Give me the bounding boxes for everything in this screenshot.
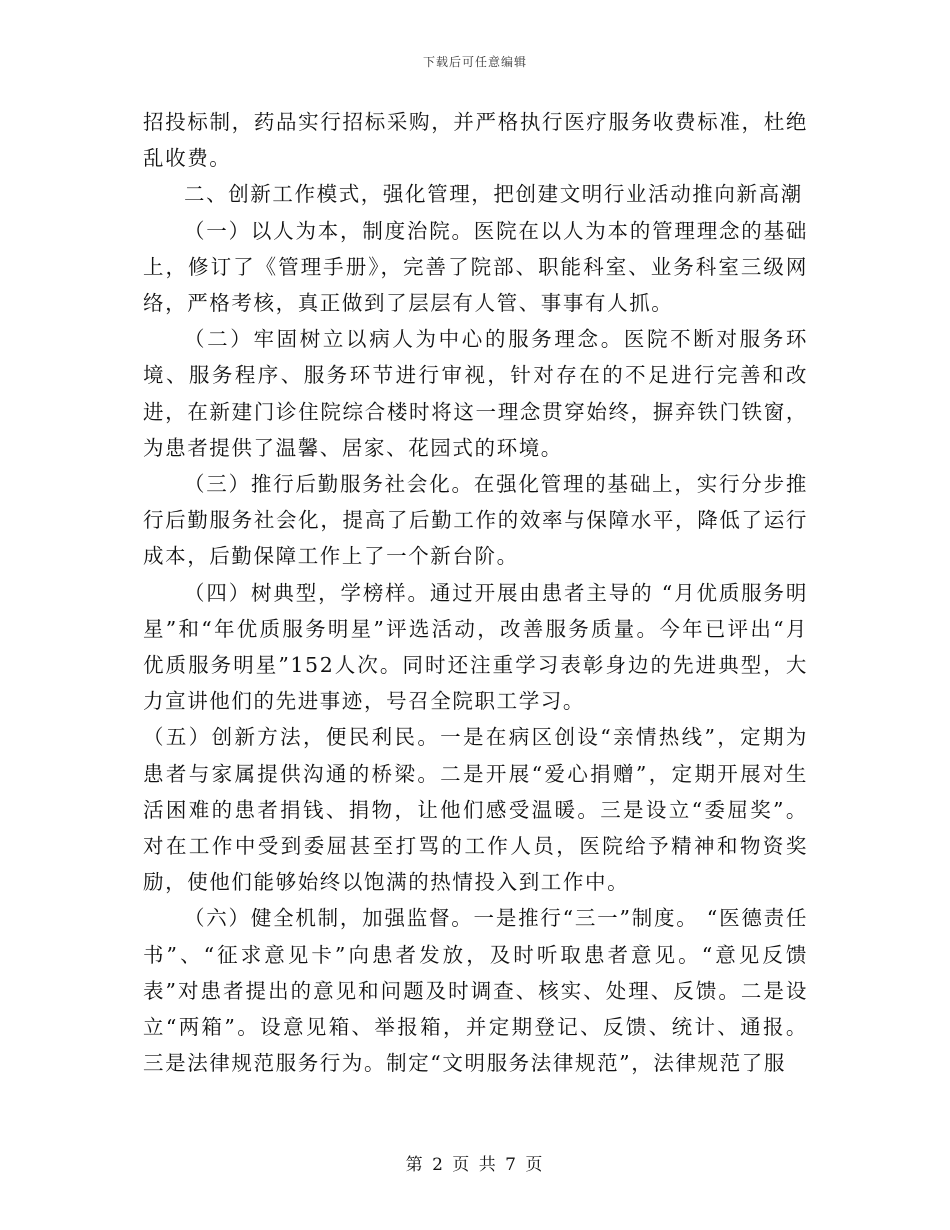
paragraph-2-section-heading: 二、创新工作模式，强化管理，把创建文明行业活动推向新高潮: [184, 182, 803, 207]
paragraph-7: （五）创新方法，便民利民。一是在病区创设“亲情热线”，定期为患者与家属提供沟通的桥梁。二是开展“爱心捐赠”，定期开展对生活困难的患者捐钱、捐物，让他们感受温暖。三是设立“委屈奖”。对在工作中受到委屈甚至打骂的工作人员，医院给予精神和物资奖励，使他们能够始终以饱满的热情投入到工作中。: [143, 725, 808, 895]
paragraph-3: （一）以人为本，制度治院。医院在以人为本的管理理念的基础上，修订了《管理手册》，完善了院部、职能科室、业务科室三级网络，严格考核，真正做到了层层有人管、事事有人抓。: [143, 218, 808, 316]
paragraph-8: （六）健全机制，加强监督。一是推行“三一”制度。 “医德责任书”、“征求意见卡”向患者发放，及时听取患者意见。“意见反馈表”对患者提出的意见和问题及时调查、核实、处理、反馈。二是设立“两箱”。设意见箱、举报箱，并定期登记、反馈、统计、通报。三是法律规范服务行为。制定“文明服务法律规范”，法律规范了服: [143, 906, 808, 1076]
paragraph-4: （二）牢固树立以病人为中心的服务理念。医院不断对服务环境、服务程序、服务环节进行审视，针对存在的不足进行完善和改进，在新建门诊住院综合楼时将这一理念贯穿始终，摒弃铁门铁窗，为患者提供了温馨、居家、花园式的环境。: [143, 327, 808, 460]
document-body: [143, 104, 808, 1081]
paragraph-5: （三）推行后勤服务社会化。在强化管理的基础上，实行分步推行后勤服务社会化，提高了后勤工作的效率与保障水平，降低了运行成本，后勤保障工作上了一个新台阶。: [143, 472, 808, 569]
paragraph-1: 招投标制，药品实行招标采购，并严格执行医疗服务收费标准，杜绝乱收费。: [143, 110, 808, 171]
page-number-footer: 第 2 页 共 7 页: [405, 1155, 545, 1175]
paragraph-6: （四）树典型，学榜样。通过开展由患者主导的 “月优质服务明星”和“年优质服务明星”评选活动，改善服务质量。今年已评出“月优质服务明星”152人次。同时还注重学习表彰身边的先进典型，大力宣讲他们的先进事迹，号召全院职工学习。: [143, 580, 808, 714]
page-header: 下载后可任意编辑: [422, 55, 527, 69]
